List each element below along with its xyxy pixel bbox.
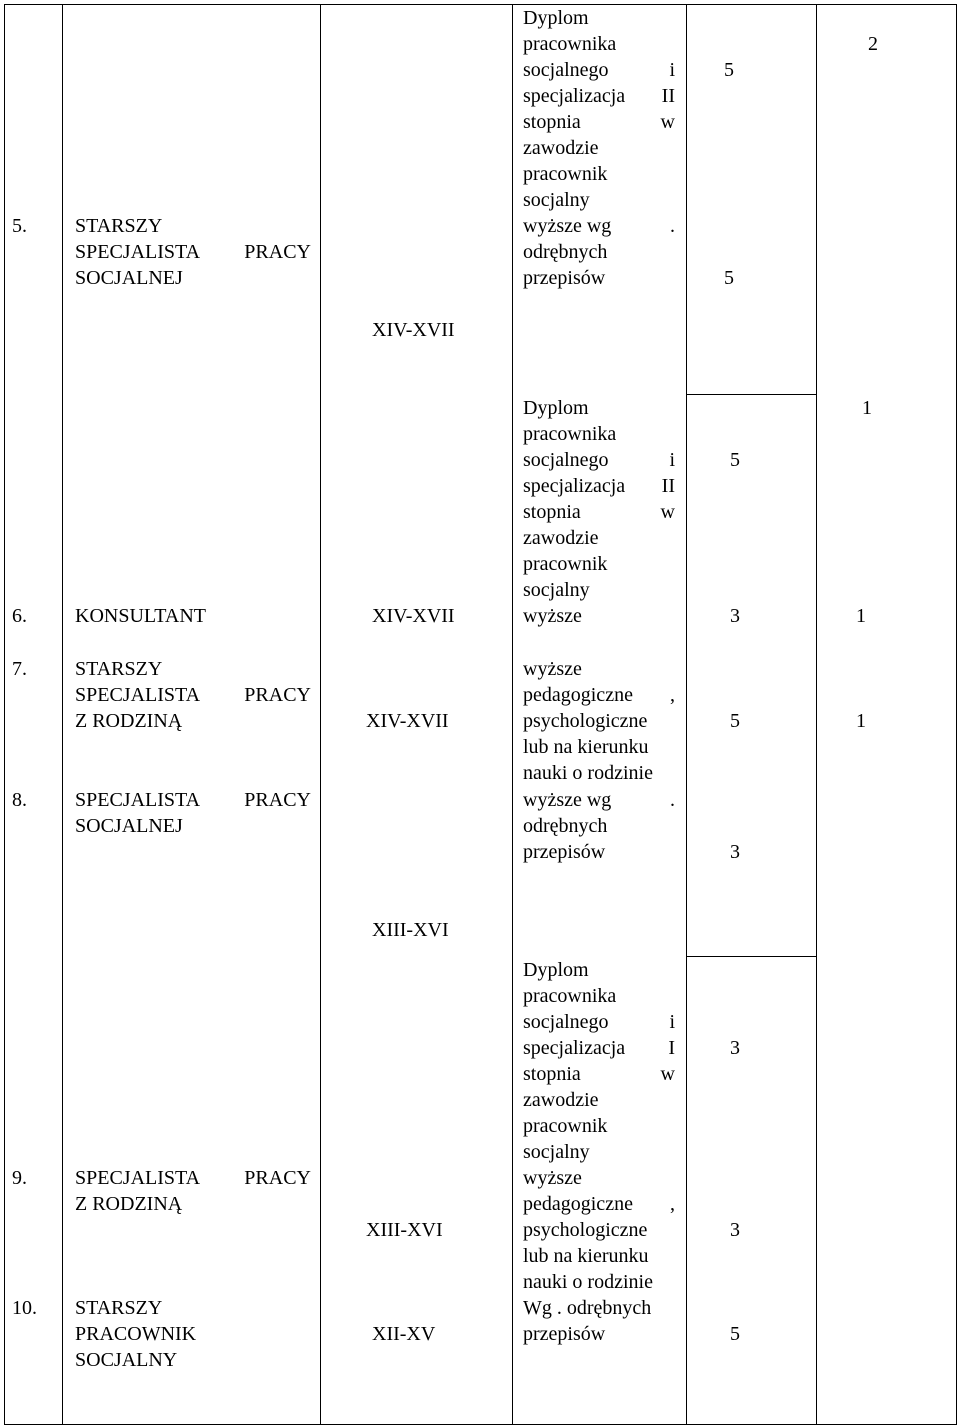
border-bottom xyxy=(4,1424,957,1425)
salary-grade: XIII-XVI xyxy=(372,919,449,941)
req-line: zawodzie xyxy=(523,1089,599,1111)
req-line: stopnia w xyxy=(523,1063,675,1085)
position-title xyxy=(75,1165,311,1217)
req-line: wyższe wg . xyxy=(523,215,675,237)
years-experience: 5 xyxy=(724,267,734,289)
title-line: STARSZY xyxy=(75,215,163,237)
requirement-higher-education xyxy=(523,656,675,786)
years-experience: 5 xyxy=(730,449,740,471)
position-title xyxy=(75,656,311,734)
title-line: PRACOWNIK xyxy=(75,1323,197,1345)
req-line: Dyplom xyxy=(523,959,589,981)
row-number: 5. xyxy=(12,215,27,237)
req-line: Wg . odrębnych xyxy=(523,1297,652,1319)
title-line: SPECJALISTA PRACY xyxy=(75,241,311,263)
col-sep-years-count xyxy=(816,4,817,1425)
title-line: SPECJALISTA PRACY xyxy=(75,1167,311,1189)
req-line: socjalny xyxy=(523,189,590,211)
position-title xyxy=(75,213,311,291)
req-line: zawodzie xyxy=(523,527,599,549)
req-line: odrębnych xyxy=(523,815,608,837)
req-line: stopnia w xyxy=(523,501,675,523)
req-line: pracownika xyxy=(523,423,617,445)
req-line: lub na kierunku xyxy=(523,736,649,758)
years-experience: 3 xyxy=(730,841,740,863)
position-count: 2 xyxy=(868,33,878,55)
position-count: 1 xyxy=(856,710,866,732)
req-line: nauki o rodzinie xyxy=(523,762,653,784)
years-experience: 3 xyxy=(730,1219,740,1241)
req-line: specjalizacja II xyxy=(523,85,675,107)
border-left xyxy=(4,4,5,1425)
req-line: wyższe xyxy=(523,1167,582,1189)
years-experience: 5 xyxy=(730,1323,740,1345)
req-line: socjalny xyxy=(523,1141,590,1163)
req-line: pracownik xyxy=(523,1115,608,1137)
title-line: STARSZY xyxy=(75,1297,163,1319)
position-count: 1 xyxy=(856,605,866,627)
requirement-higher-education: wyższe xyxy=(523,605,582,627)
salary-grade: XIV-XVII xyxy=(372,605,455,627)
title-line: Z RODZINĄ xyxy=(75,1193,183,1215)
req-line: przepisów xyxy=(523,1323,606,1345)
years-experience: 3 xyxy=(730,605,740,627)
req-line: pracownika xyxy=(523,985,617,1007)
requirement-other xyxy=(523,1295,675,1347)
req-line: socjalnego i xyxy=(523,59,675,81)
req-line: Dyplom xyxy=(523,397,589,419)
title-line: SOCJALNEJ xyxy=(75,267,183,289)
row-number: 8. xyxy=(12,789,27,811)
req-line: nauki o rodzinie xyxy=(523,1271,653,1293)
requirement-diploma xyxy=(523,957,675,1165)
position-title: KONSULTANT xyxy=(75,605,206,627)
title-line: SOCJALNY xyxy=(75,1349,178,1371)
req-line: zawodzie xyxy=(523,137,599,159)
col-sep-req-years xyxy=(686,4,687,1425)
title-line: STARSZY xyxy=(75,658,163,680)
req-line: specjalizacja I xyxy=(523,1037,675,1059)
req-line: stopnia w xyxy=(523,111,675,133)
salary-grade: XIV-XVII xyxy=(372,319,455,341)
req-line: pracownik xyxy=(523,163,608,185)
req-line: pracownik xyxy=(523,553,608,575)
title-line: SPECJALISTA PRACY xyxy=(75,789,311,811)
row-number: 7. xyxy=(12,658,27,680)
requirement-higher-education xyxy=(523,1165,675,1295)
requirement-higher-education xyxy=(523,787,675,865)
salary-grade: XIV-XVII xyxy=(366,710,449,732)
req-line: pracownika xyxy=(523,33,617,55)
position-count: 1 xyxy=(862,397,872,419)
requirement-higher-education xyxy=(523,213,675,291)
req-line: psychologiczne xyxy=(523,1219,648,1241)
req-line: socjalnego i xyxy=(523,1011,675,1033)
salary-grade: XII-XV xyxy=(372,1323,436,1345)
req-line: Dyplom xyxy=(523,7,589,29)
col-sep-num-title xyxy=(62,4,63,1425)
row-number: 6. xyxy=(12,605,27,627)
col-sep-grade-req xyxy=(512,4,513,1425)
position-title xyxy=(75,787,311,839)
row-number: 9. xyxy=(12,1167,27,1189)
req-line: wyższe wg . xyxy=(523,789,675,811)
border-right xyxy=(956,4,957,1425)
border-top xyxy=(4,4,957,5)
req-line: pedagogiczne , xyxy=(523,684,675,706)
years-experience: 5 xyxy=(730,710,740,732)
years-experience: 3 xyxy=(730,1037,740,1059)
row6-years-top-line xyxy=(686,394,817,395)
requirement-diploma xyxy=(523,395,675,603)
req-line: pedagogiczne , xyxy=(523,1193,675,1215)
req-line: lub na kierunku xyxy=(523,1245,649,1267)
row9-years-top-line xyxy=(686,956,817,957)
title-line: SOCJALNEJ xyxy=(75,815,183,837)
req-line: specjalizacja II xyxy=(523,475,675,497)
req-line: wyższe xyxy=(523,658,582,680)
req-line: psychologiczne xyxy=(523,710,648,732)
req-line: odrębnych xyxy=(523,241,608,263)
title-line: SPECJALISTA PRACY xyxy=(75,684,311,706)
position-title xyxy=(75,1295,311,1373)
salary-grade: XIII-XVI xyxy=(366,1219,443,1241)
title-line: Z RODZINĄ xyxy=(75,710,183,732)
row-number: 10. xyxy=(12,1297,37,1319)
col-sep-title-grade xyxy=(320,4,321,1425)
req-line: socjalnego i xyxy=(523,449,675,471)
years-experience: 5 xyxy=(724,59,734,81)
req-line: socjalny xyxy=(523,579,590,601)
requirement-diploma xyxy=(523,5,675,213)
req-line: przepisów xyxy=(523,267,606,289)
req-line: przepisów xyxy=(523,841,606,863)
